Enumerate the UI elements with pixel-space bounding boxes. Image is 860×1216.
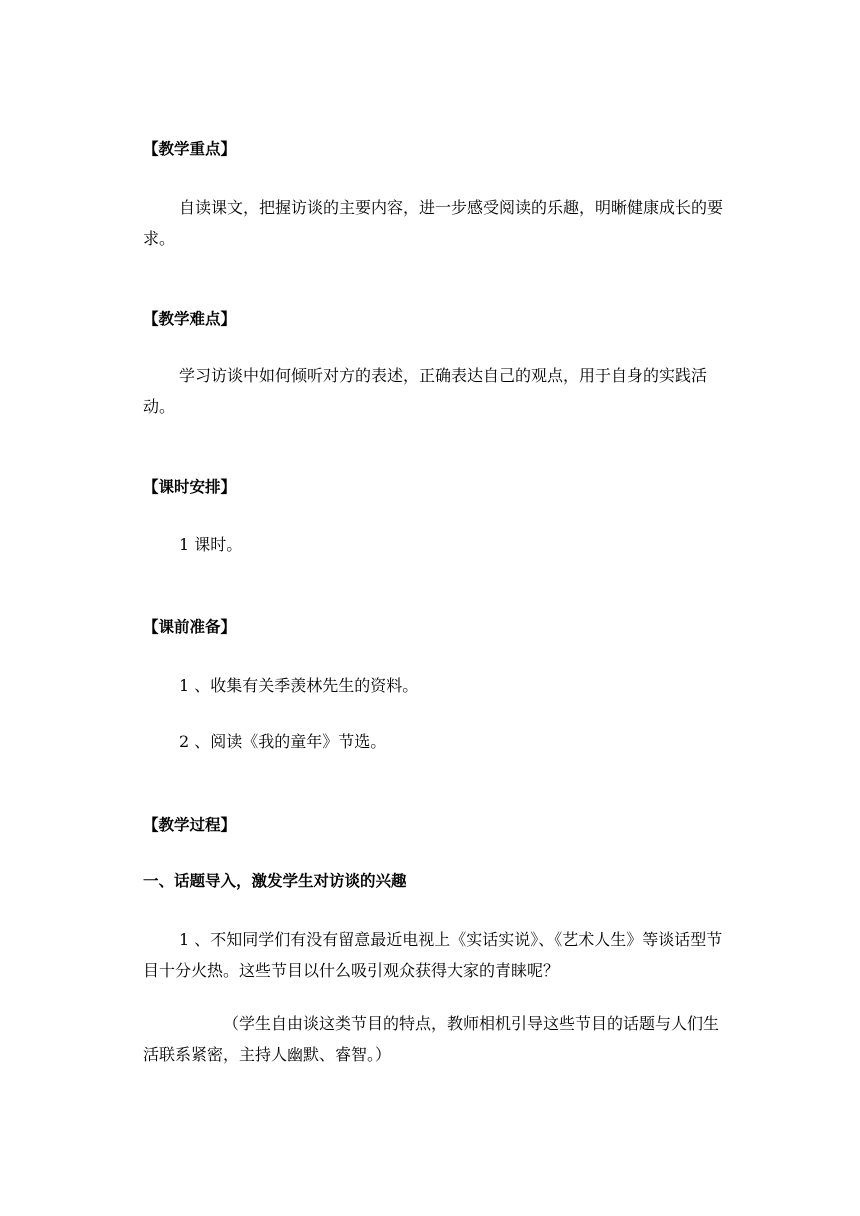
heading-difficulties: 【教学难点】 — [143, 310, 237, 328]
preparation-item-2: 2 、阅读《我的童年》节选。 — [179, 732, 387, 751]
heading-schedule: 【课时安排】 — [143, 478, 237, 496]
step-1-question: 1 、不知同学们有没有留意最近电视上《实话实说》、《艺术人生》等谈话型节目十分火热。这些节目以什么吸引观众获得大家的青睐呢？ — [143, 930, 723, 980]
step-1-title: 一、话题导入，激发学生对访谈的兴趣 — [143, 872, 407, 890]
difficulties-text: 学习访谈中如何倾听对方的表述，正确表达自己的观点，用于自身的实践活动。 — [143, 366, 708, 416]
preparation-item-1: 1 、收集有关季羡林先生的资料。 — [179, 676, 419, 695]
schedule-text: 1 课时。 — [179, 535, 243, 554]
heading-preparation: 【课前准备】 — [143, 618, 237, 636]
key-points-text: 自读课文，把握访谈的主要内容，进一步感受阅读的乐趣，明晰健康成长的要求。 — [143, 198, 724, 248]
heading-key-points: 【教学重点】 — [143, 140, 237, 158]
step-1-note: （学生自由谈这类节目的特点，教师相机引导这些节目的话题与人们生活联系紧密，主持人幽默、睿智。） — [143, 1014, 720, 1064]
heading-process: 【教学过程】 — [143, 816, 237, 834]
